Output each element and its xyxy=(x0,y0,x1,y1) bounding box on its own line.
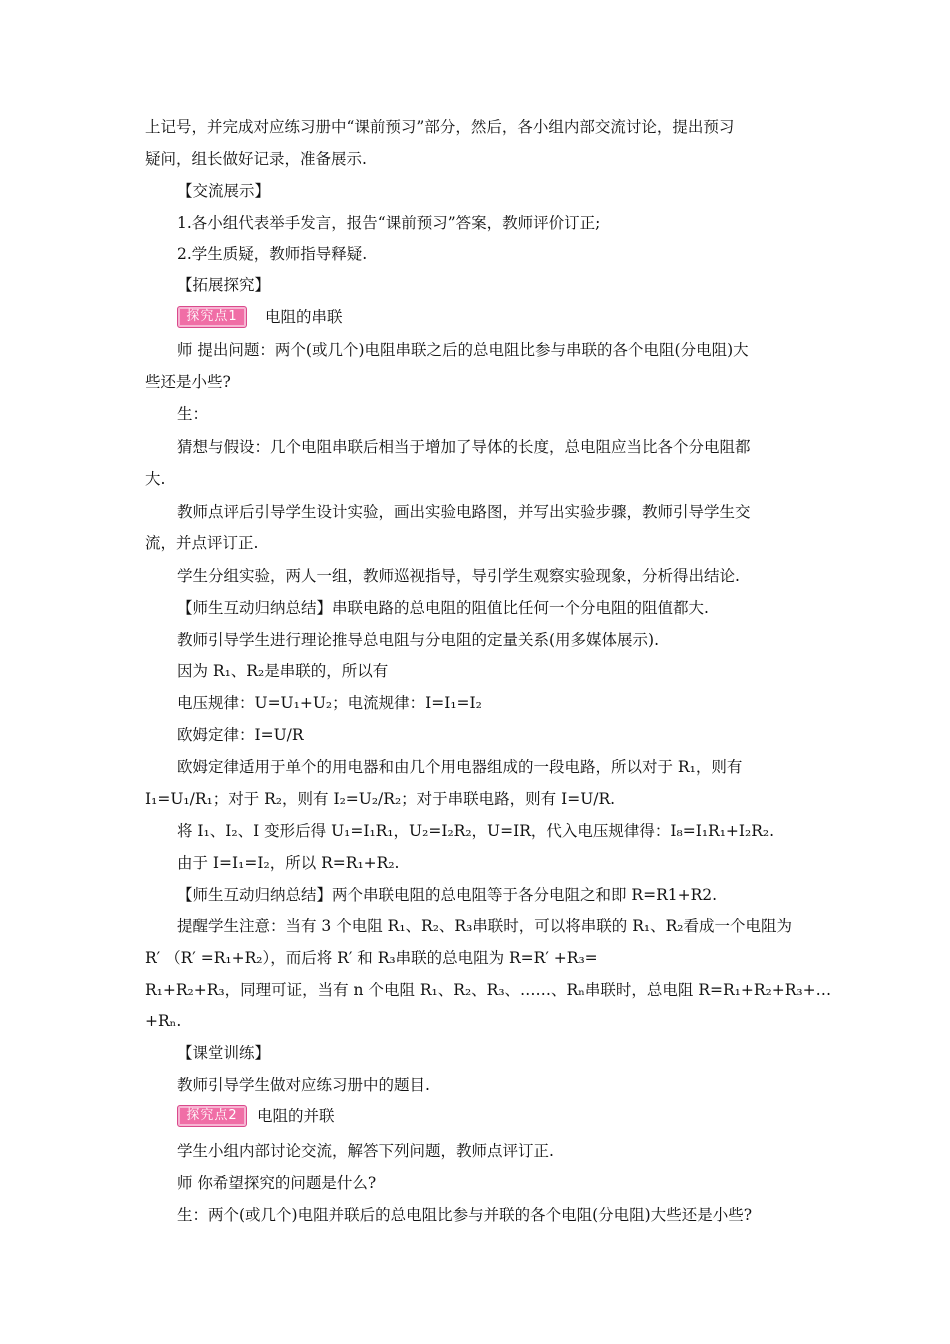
paragraph-line: 生： xyxy=(177,405,209,423)
formula-line: R₁+R₂+R₃，同理可证，当有 n 个电阻 R₁、R₂、R₃、……、Rₙ串联时，总电阻 R=R₁+R₂+R₃+… xyxy=(145,981,832,999)
paragraph-line: 教师点评后引导学生设计实验，画出实验电路图，并写出实验步骤，教师引导学生交 xyxy=(177,503,751,521)
paragraph-line: 大. xyxy=(145,470,166,488)
formula-line: R′ （R′ =R₁+R₂），而后将 R′ 和 R₃串联的总电阻为 R=R′ +R₃= xyxy=(145,949,598,967)
paragraph-line: 教师引导学生做对应练习册中的题目. xyxy=(177,1076,430,1094)
paragraph-line: 生：两个(或几个)电阻并联后的总电阻比参与并联的各个电阻(分电阻)大些还是小些? xyxy=(177,1206,753,1224)
summary-line: 【师生互动归纳总结】两个串联电阻的总电阻等于各分电阻之和即 R=R1+R2. xyxy=(177,886,718,904)
formula-line: 将 I₁、I₂、I 变形后得 U₁=I₁R₁，U₂=I₂R₂，U=IR，代入电压规律得：I₈=I₁R₁+I₂R₂. xyxy=(177,822,775,840)
formula-line: 电压规律：U=U₁+U₂；电流规律：I=I₁=I₂ xyxy=(177,694,482,712)
paragraph-line: 2.学生质疑，教师指导释疑. xyxy=(177,245,368,263)
exploration-point-1-title: 电阻的串联 xyxy=(265,308,343,326)
formula-line: +Rₙ. xyxy=(145,1012,182,1030)
section-heading: 【拓展探究】 xyxy=(177,276,271,294)
formula-line: I₁=U₁/R₁；对于 R₂，则有 I₂=U₂/R₂；对于串联电路，则有 I=U/R. xyxy=(145,790,616,808)
section-heading: 【课堂训练】 xyxy=(177,1044,271,1062)
section-heading: 【交流展示】 xyxy=(177,182,271,200)
exploration-point-2-title: 电阻的并联 xyxy=(257,1107,335,1125)
paragraph-line: 师 你希望探究的问题是什么? xyxy=(177,1174,377,1192)
formula-line: 由于 I=I₁=I₂，所以 R=R₁+R₂. xyxy=(177,854,400,872)
paragraph-line: 上记号，并完成对应练习册中“课前预习”部分，然后，各小组内部交流讨论，提出预习 xyxy=(145,118,735,136)
paragraph-line: 师 提出问题：两个(或几个)电阻串联之后的总电阻比参与串联的各个电阻(分电阻)大 xyxy=(177,341,749,359)
paragraph-line: 教师引导学生进行理论推导总电阻与分电阻的定量关系(用多媒体展示). xyxy=(177,631,660,649)
exploration-point-1-badge: 探究点1 xyxy=(177,306,247,328)
paragraph-line: 欧姆定律适用于单个的用电器和由几个用电器组成的一段电路，所以对于 R₁，则有 xyxy=(177,758,743,776)
formula-line: 欧姆定律：I=U/R xyxy=(177,726,304,744)
paragraph-line: 因为 R₁、R₂是串联的，所以有 xyxy=(177,662,389,680)
exploration-point-2-badge: 探究点2 xyxy=(177,1105,247,1127)
paragraph-line: 些还是小些? xyxy=(145,373,231,391)
summary-line: 【师生互动归纳总结】串联电路的总电阻的阻值比任何一个分电阻的阻值都大. xyxy=(177,599,709,617)
paragraph-line: 疑问，组长做好记录，准备展示. xyxy=(145,150,367,168)
paragraph-line: 提醒学生注意：当有 3 个电阻 R₁、R₂、R₃串联时，可以将串联的 R₁、R₂看成一个电阻为 xyxy=(177,917,792,935)
paragraph-line: 猜想与假设：几个电阻串联后相当于增加了导体的长度，总电阻应当比各个分电阻都 xyxy=(177,438,751,456)
paragraph-line: 流，并点评订正. xyxy=(145,534,259,552)
paragraph-line: 1.各小组代表举手发言，报告“课前预习”答案，教师评价订正; xyxy=(177,214,601,232)
paragraph-line: 学生小组内部讨论交流，解答下列问题，教师点评订正. xyxy=(177,1142,554,1160)
paragraph-line: 学生分组实验，两人一组，教师巡视指导，导引学生观察实验现象，分析得出结论. xyxy=(177,567,740,585)
